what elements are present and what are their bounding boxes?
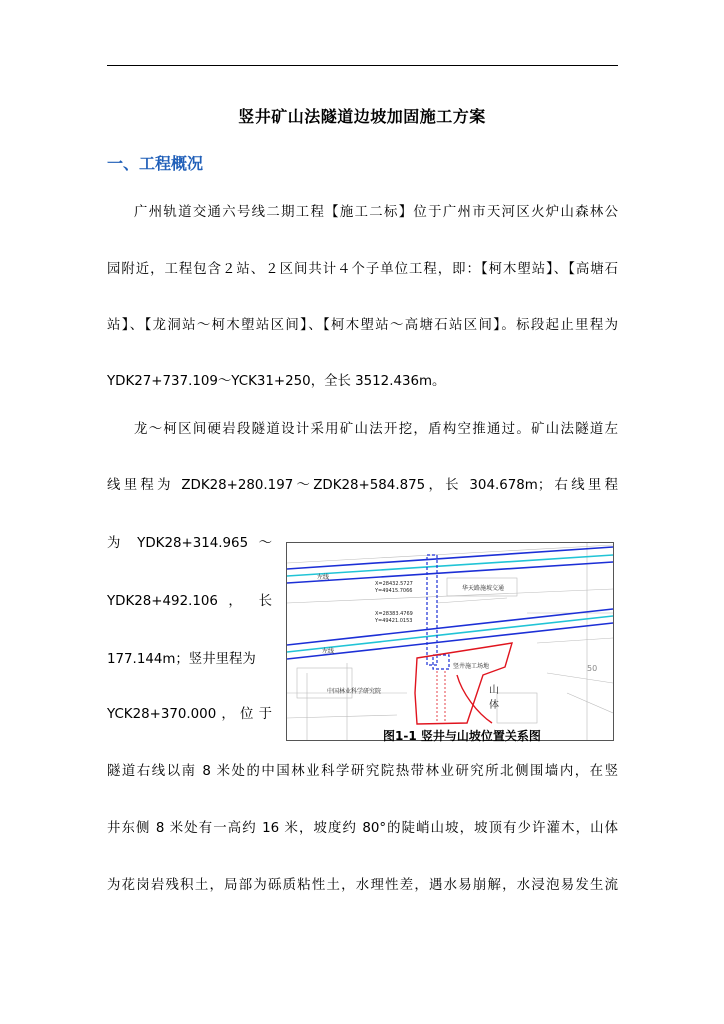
site-plan-figure <box>286 542 614 741</box>
paragraph-line: 园附近，工程包含２站、２区间共计４个子单位工程，即：【柯木塱站】、【高塘石 <box>107 262 618 277</box>
label-road: 华天路施坡交通 <box>462 585 505 592</box>
paragraph-line: 线里程为 ZDK28+280.197～ZDK28+584.875，长 304.678m；右线里程 <box>107 478 618 493</box>
paragraph-line: 站】、【龙洞站～柯木塱站区间】、【柯木塱站～高塘石站区间】。标段起止里程为 <box>107 318 618 333</box>
paragraph-line: 井东侧 8 米处有一高约 16 米，坡度约 80°的陡峭山坡，坡顶有少许灌木，山体 <box>107 821 618 836</box>
paragraph-line: 177.144m；竖井里程为 <box>107 652 256 667</box>
label-left-line-top: 左线 <box>317 574 330 581</box>
header-rule <box>107 65 618 66</box>
paragraph-line: YDK27+737.109～YCK31+250，全长 3512.436m。 <box>107 374 446 389</box>
label-coord2-y: Y=49421.0153 <box>375 618 413 624</box>
label-coord1-y: Y=49415.7066 <box>375 588 413 594</box>
paragraph-line: 为花岗岩残积土，局部为砾质粘性土，水理性差，遇水易崩解，水浸泡易发生流 <box>107 878 618 893</box>
document-title: 竖井矿山法隧道边坡加固施工方案 <box>238 107 486 126</box>
paragraph-line: 广州轨道交通六号线二期工程【施工二标】位于广州市天河区火炉山森林公 <box>134 205 618 220</box>
paragraph-line: YDK28+492.106 ， 长 <box>107 594 272 609</box>
label-mountain-bottom: 体 <box>489 700 499 711</box>
label-coord2-x: X=28383.4769 <box>375 611 413 617</box>
label-mountain-top: 山 <box>489 685 499 696</box>
label-shaft-site: 竖井施工场地 <box>453 663 490 670</box>
figure-caption: 图1-1 竖井与山坡位置关系图 <box>383 729 541 743</box>
paragraph-line: 为 YDK28+314.965 ～ <box>107 536 272 551</box>
label-left-line-bottom: 左线 <box>322 648 335 655</box>
label-elevation: 50 <box>587 664 598 673</box>
paragraph-line: YCK28+370.000，位于 <box>107 707 272 722</box>
section-heading: 一、工程概况 <box>107 154 204 173</box>
site-plan-drawing <box>287 543 613 740</box>
label-institute: 中国林业科学研究院 <box>327 688 382 695</box>
paragraph-line: 龙～柯区间硬岩段隧道设计采用矿山法开挖，盾构空推通过。矿山法隧道左 <box>134 422 618 437</box>
paragraph-line: 隧道右线以南 8 米处的中国林业科学研究院热带林业研究所北侧围墙内，在竖 <box>107 764 618 779</box>
label-coord1-x: X=28432.5727 <box>375 581 413 587</box>
